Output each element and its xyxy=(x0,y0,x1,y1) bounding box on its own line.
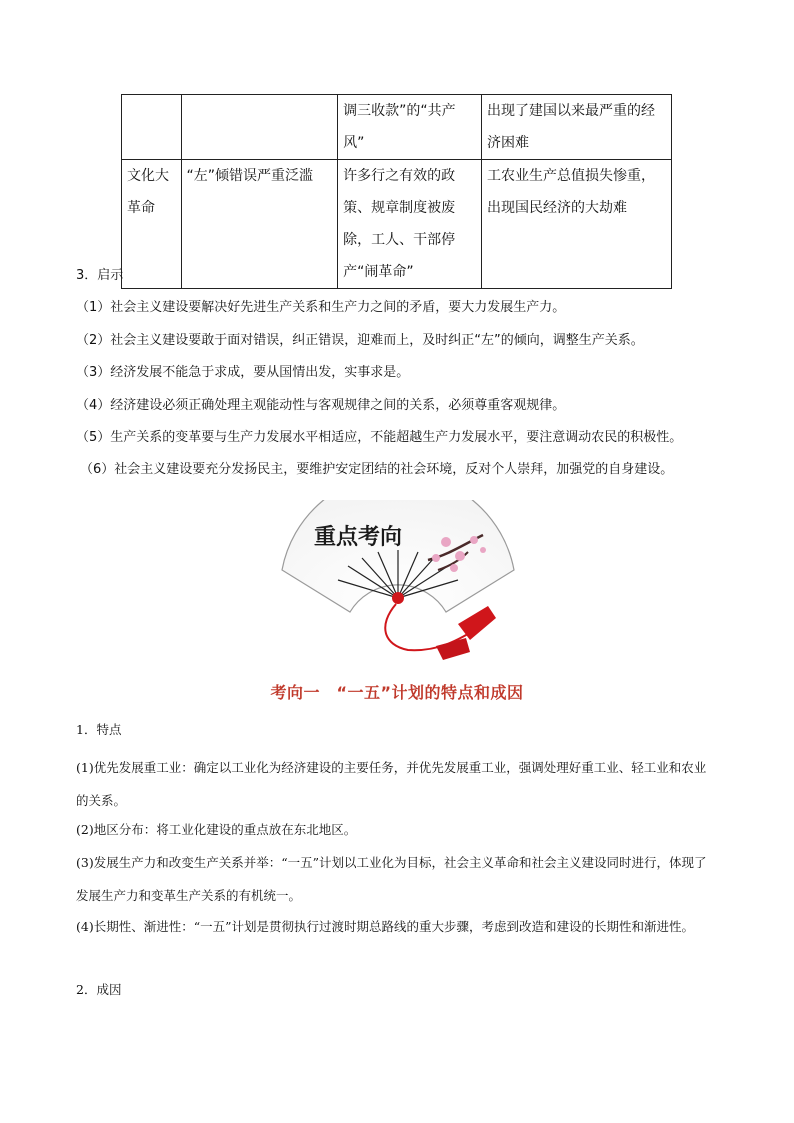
subsection-title: 1．特点 xyxy=(76,722,122,737)
subsection-title: 2．成因 xyxy=(76,982,122,997)
fan-illustration xyxy=(278,500,518,665)
list-item: (1)优先发展重工业：确定以工业化为经济建设的主要任务，并优先发展重工业，强调处理好重工业、轻工业和农业的关系。 xyxy=(76,760,707,808)
section-heading: 考向一 “一五”计划的特点和成因 xyxy=(270,683,524,702)
fan-pivot xyxy=(392,592,404,604)
table-row xyxy=(122,160,672,289)
history-table xyxy=(121,94,672,289)
list-item: (4)长期性、渐进性：“一五”计划是贯彻执行过渡时期总路线的重大步骤，考虑到改造和建设的长期性和渐进性。 xyxy=(76,919,694,934)
table-row xyxy=(122,95,672,160)
table-cell: 调三收款”的“共产风” xyxy=(338,95,482,160)
fan-label: 重点考向 xyxy=(314,524,403,550)
table-cell: “左”倾错误严重泛滥 xyxy=(181,160,338,289)
tassel-icon xyxy=(458,606,496,640)
table-cell: 工农业生产总值损失惨重，出现国民经济的大劫难 xyxy=(482,160,672,289)
list-item: （3）经济发展不能急于求成，要从国情出发，实事求是。 xyxy=(76,365,410,380)
list-item: (3)发展生产力和改变生产关系并举：“一五”计划以工业化为目标，社会主义革命和社会主义建设同时进行，体现了发展生产力和变革生产关系的有机统一。 xyxy=(76,855,707,903)
list-item: （6）社会主义建设要充分发扬民主，要维护安定团结的社会环境，反对个人崇拜，加强党的自身建设。 xyxy=(80,462,674,477)
list-item: （4）经济建设必须正确处理主观能动性与客观规律之间的关系，必须尊重客观规律。 xyxy=(76,398,566,413)
list-item: （2）社会主义建设要敢于面对错误，纠正错误，迎难而上，及时纠正“左”的倾向，调整生产关系。 xyxy=(76,333,644,348)
table-cell: 文化大革命 xyxy=(122,160,182,289)
list-item: （1）社会主义建设要解决好先进生产关系和生产力之间的矛盾，要大力发展生产力。 xyxy=(76,300,566,315)
list-item: (2)地区分布：将工业化建设的重点放在东北地区。 xyxy=(76,822,357,837)
section-title: 3．启示 xyxy=(76,268,124,283)
table-cell xyxy=(122,95,182,160)
list-item: （5）生产关系的变革要与生产力发展水平相适应，不能超越生产力发展水平，要注意调动农民的积极性。 xyxy=(76,430,683,445)
table-cell xyxy=(181,95,338,160)
table-cell: 许多行之有效的政策、规章制度被废除，工人、干部停产“闹革命” xyxy=(338,160,482,289)
table-cell: 出现了建国以来最严重的经济困难 xyxy=(482,95,672,160)
